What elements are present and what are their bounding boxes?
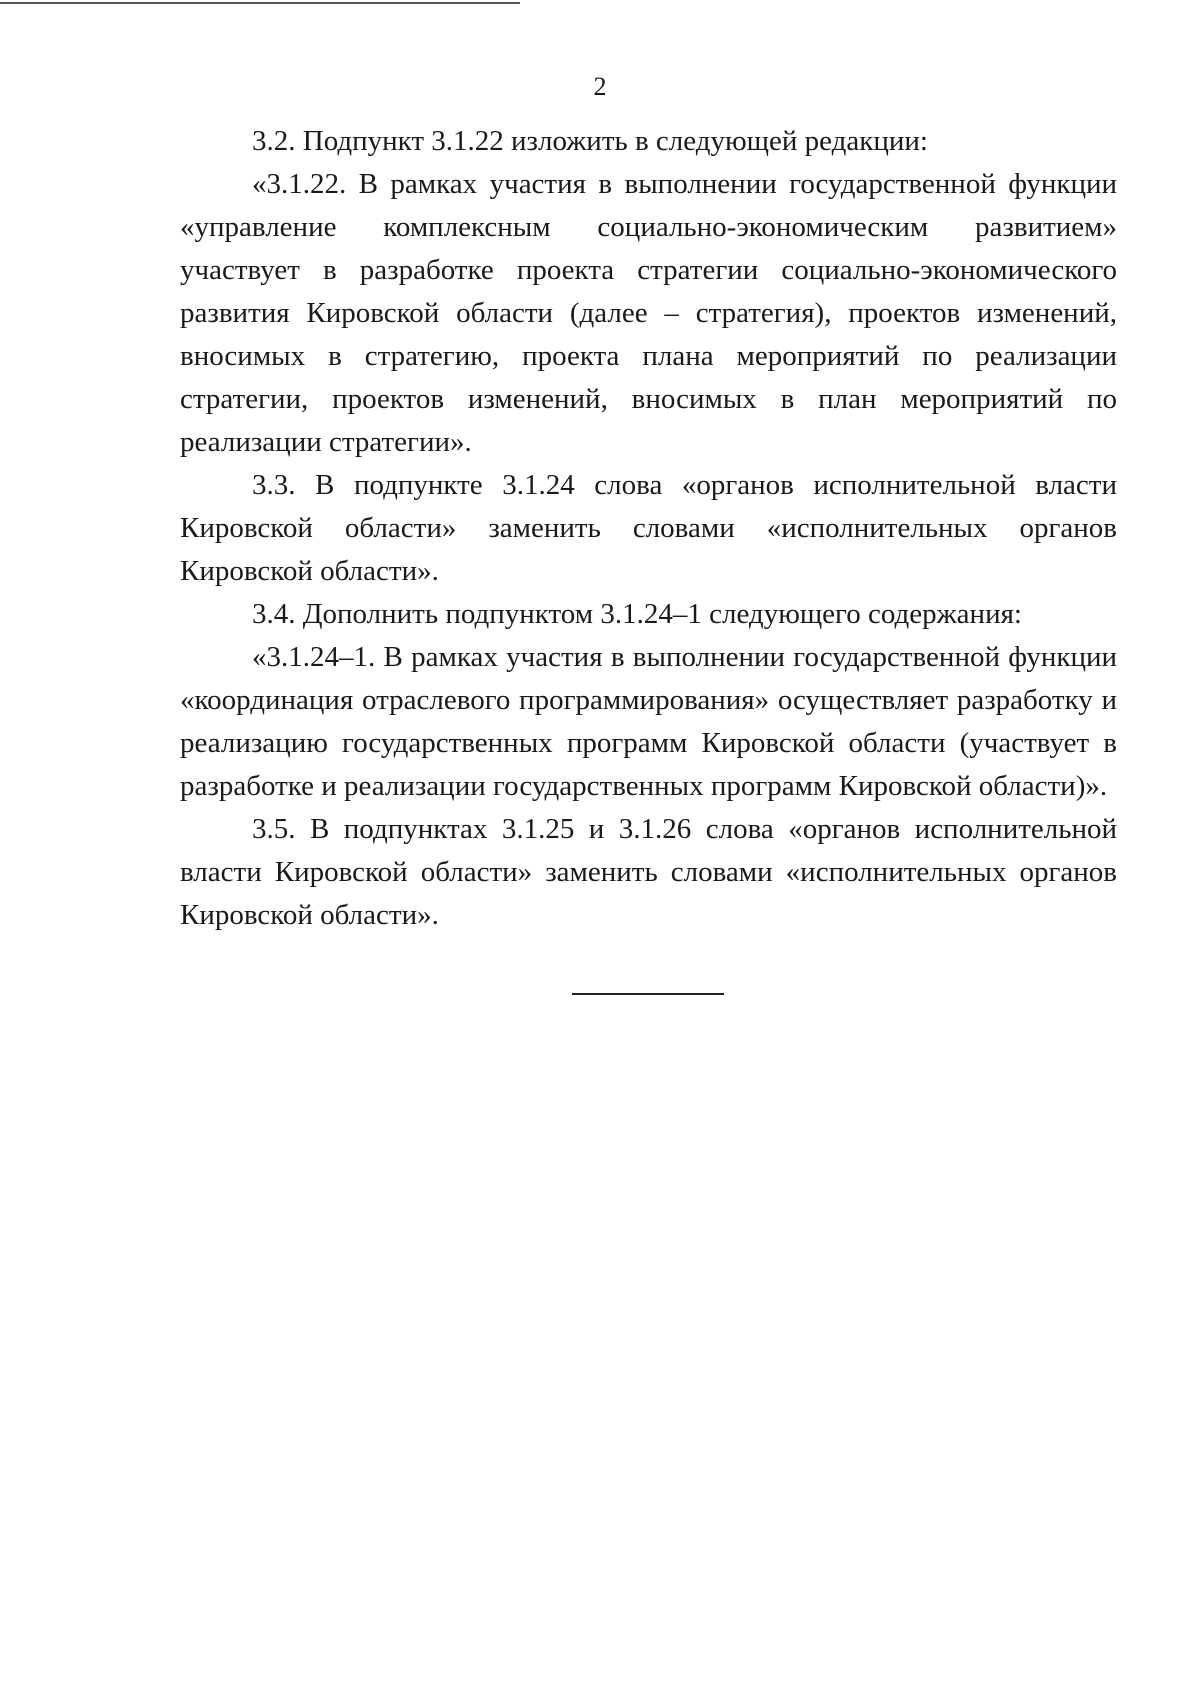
paragraph-3-3: 3.3. В подпункте 3.1.24 слова «органов исполнительной власти Кировской области» заменить словами «исполнительных органов Кировской области». (180, 469, 1117, 587)
paragraph-3-4: 3.4. Дополнить подпунктом 3.1.24–1 следующего содержания: (252, 598, 1022, 630)
top-edge-line (0, 2, 520, 4)
document-body (180, 120, 1117, 937)
end-of-text-rule (572, 993, 724, 995)
page-number: 2 (593, 72, 607, 101)
paragraph-3-1-24-1-text: «3.1.24–1. В рамках участия в выполнении государственной функции «координация отраслевого программирования» осуществляет разработку и реализацию государственных программ Кировской области (участвует в разработке и реализации государственных программ Кировской области)». (180, 641, 1117, 802)
paragraph-3-1-22-text: «3.1.22. В рамках участия в выполнении государственной функции «управление комплексным социально-экономическим развитием» участвует в разработке проекта стратегии социально-экономического развития Кировской области (далее – стратегия), проектов изменений, вносимых в стратегию, проекта плана мероприятий по реализации стратегии, проектов изменений, вносимых в план мероприятий по реализации стратегии». (180, 168, 1117, 458)
paragraph-3-2: 3.2. Подпункт 3.1.22 изложить в следующей редакции: (252, 125, 928, 157)
paragraph-3-5: 3.5. В подпунктах 3.1.25 и 3.1.26 слова «органов исполнительной власти Кировской области» заменить словами «исполнительных органов Кировской области». (180, 813, 1117, 931)
